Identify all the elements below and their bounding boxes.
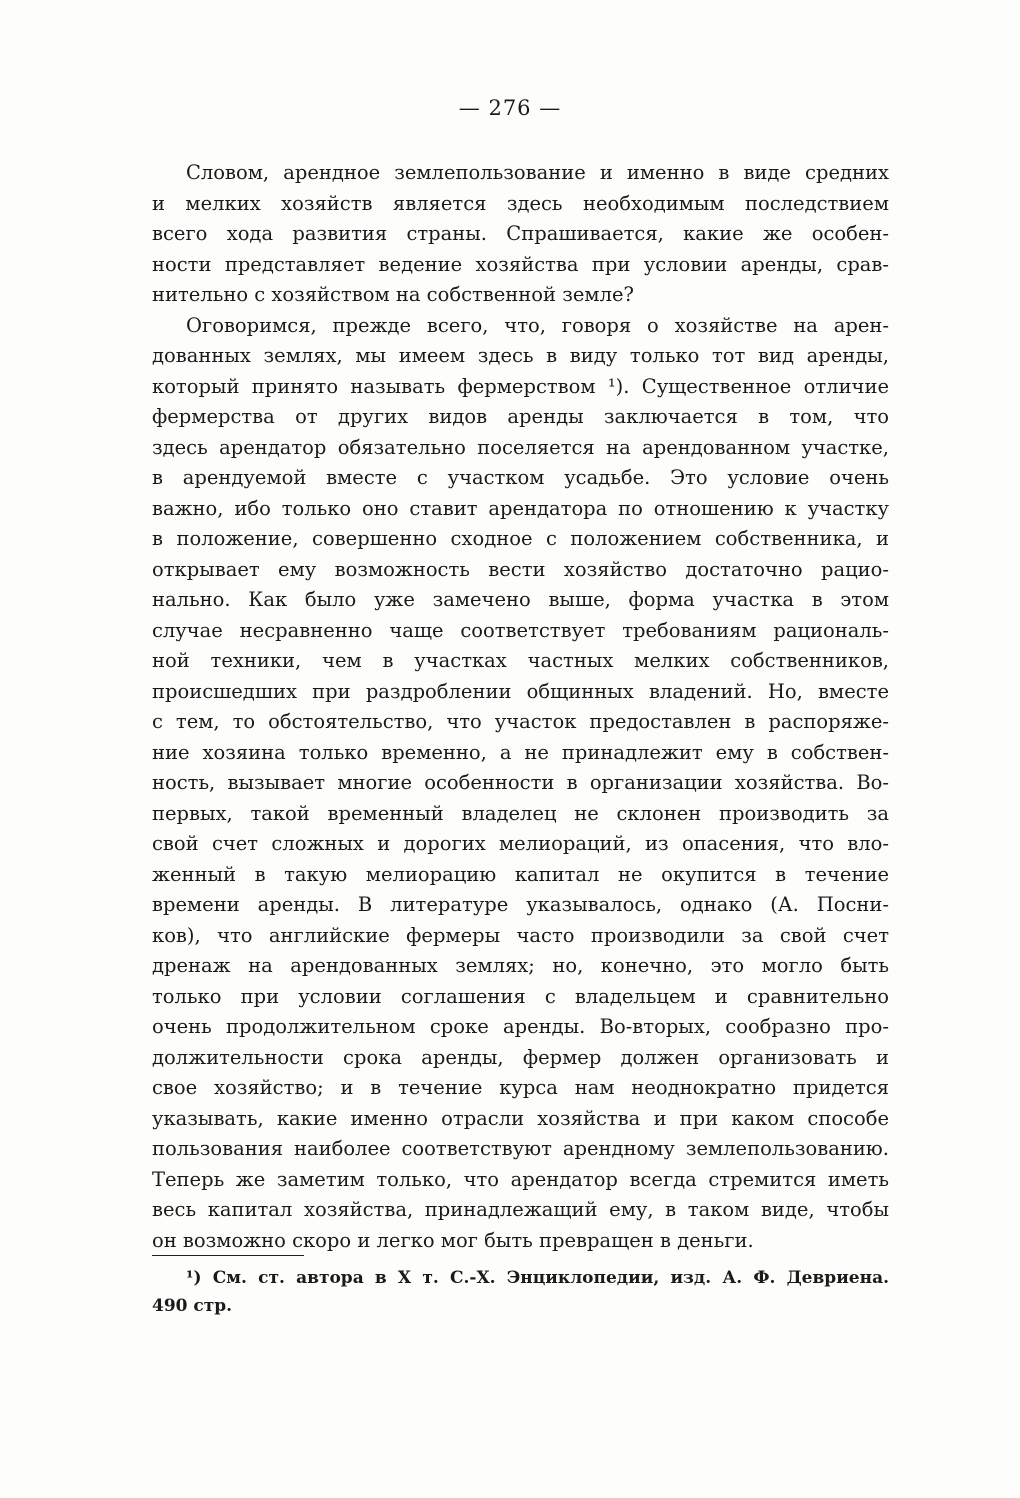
text-line: времени аренды. В литературе указывалось, однако (А. Посни- (152, 893, 889, 916)
text-line: с тем, то обстоятельство, что участок предоставлен в распоряже- (152, 710, 889, 733)
text-line: должительности срока аренды, фермер должен организовать и (152, 1045, 889, 1069)
text-line: первых, такой временный владелец не склонен производить за (152, 801, 889, 825)
text-line: свой счет сложных и дорогих мелиораций, из опасения, что вло- (152, 832, 889, 855)
text-line: Словом, арендное землепользование и именно в виде средних (186, 161, 889, 184)
text-line: ние хозяина только временно, а не принадлежит ему в собствен- (152, 740, 889, 764)
text-line: ной техники, чем в участках частных мелких собственников, (152, 649, 889, 672)
text-line: указывать, какие именно отрасли хозяйства и при каком способе (152, 1106, 889, 1130)
text-line: здесь арендатор обязательно поселяется на арендованном участке, (152, 435, 889, 459)
footnote-line: 490 стр. (152, 1296, 233, 1316)
text-line: в положение, совершенно сходное с положением собственника, и (152, 527, 889, 550)
text-line: случае несравненно чаще соответствует требованиям рациональ- (152, 618, 889, 642)
text-line: который принято называть фермерством ¹). Существенное отличие (152, 374, 889, 398)
text-line: свое хозяйство; и в течение курса нам неоднократно придется (152, 1076, 889, 1099)
text-line: женный в такую мелиорацию капитал не окупится в течение (152, 862, 889, 886)
text-line: в арендуемой вместе с участком усадьбе. Это условие очень (152, 466, 889, 489)
footnote (152, 1264, 889, 1320)
text-line: Оговоримся, прежде всего, что, говоря о хозяйстве на арен- (186, 313, 889, 337)
text-line: и мелких хозяйств является здесь необходимым последствием (152, 191, 889, 215)
footnote-divider (152, 1255, 304, 1256)
text-line: очень продолжительном сроке аренды. Во-вторых, сообразно про- (152, 1015, 889, 1038)
text-line: дренаж на арендованных землях; но, конечно, это могло быть (152, 954, 889, 977)
footnote-line: ¹) См. ст. автора в X т. С.-Х. Энциклопедии, изд. А. Ф. Девриена. (186, 1268, 889, 1288)
text-line: нально. Как было уже замечено выше, форма участка в этом (152, 588, 889, 611)
text-line: ков), что английские фермеры часто производили за свой счет (152, 923, 889, 947)
text-line: ность, вызывает многие особенности в организации хозяйства. Во- (152, 771, 889, 794)
text-line: дованных землях, мы имеем здесь в виду только тот вид аренды, (152, 344, 889, 367)
text-line: всего хода развития страны. Спрашивается, какие же особен- (152, 222, 889, 245)
page-number: — 276 — (458, 96, 562, 120)
text-line: ности представляет ведение хозяйства при условии аренды, срав- (152, 252, 889, 276)
text-line: он возможно скоро и легко мог быть превращен в деньги. (152, 1228, 754, 1252)
text-line: фермерства от других видов аренды заключается в том, что (152, 405, 889, 428)
text-line: открывает ему возможность вести хозяйство достаточно рацио- (152, 557, 889, 581)
body-text (152, 158, 889, 1256)
text-line: Теперь же заметим только, что арендатор всегда стремится иметь (152, 1167, 889, 1191)
text-line: только при условии соглашения с владельцем и сравнительно (152, 984, 889, 1008)
text-line: нительно с хозяйством на собственной земле? (152, 283, 634, 306)
text-line: важно, ибо только оно ставит арендатора по отношению к участку (152, 496, 889, 520)
text-line: пользования наиболее соответствуют арендному землепользованию. (152, 1137, 889, 1160)
text-line: весь капитал хозяйства, принадлежащий ему, в таком виде, чтобы (152, 1198, 889, 1221)
text-line: происшедших при раздроблении общинных владений. Но, вместе (152, 679, 889, 703)
